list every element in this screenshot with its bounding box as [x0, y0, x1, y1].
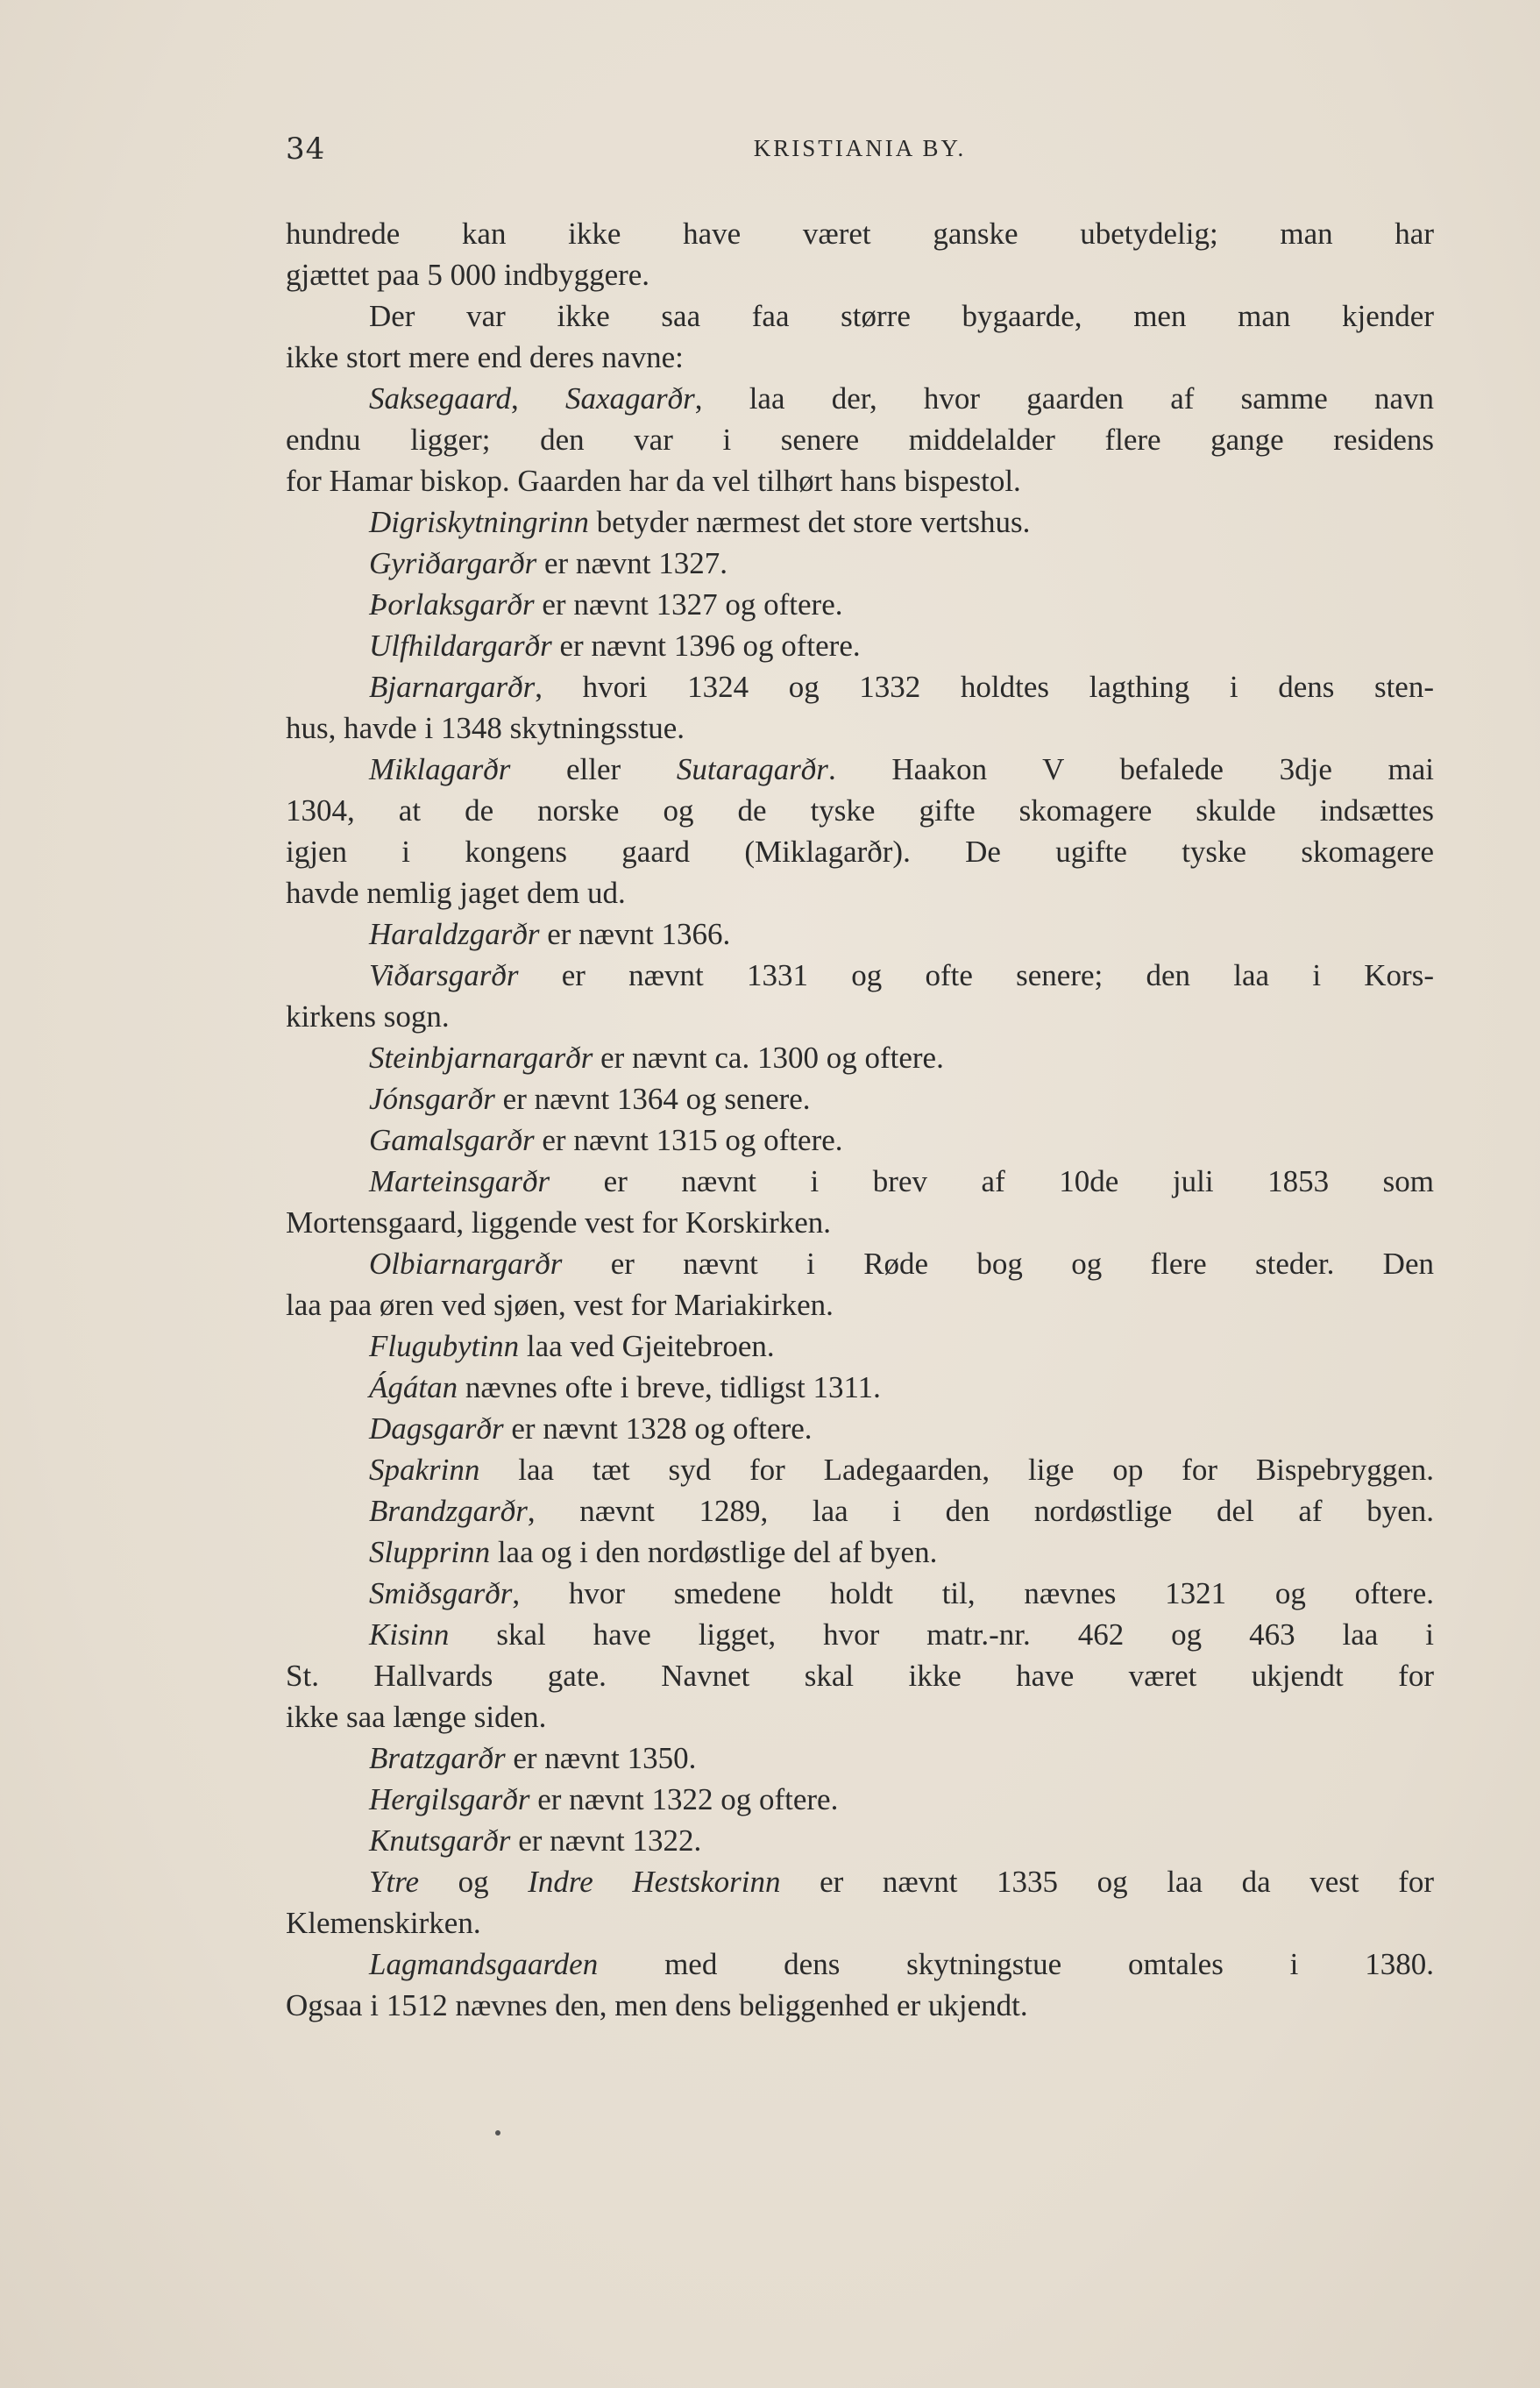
place-name: Ulfhildargarðr — [369, 629, 552, 663]
text-line — [286, 790, 1434, 831]
text-segment: , nævnt 1289, laa i den nordøstlige del af byen. — [527, 1494, 1434, 1528]
text-segment: er nævnt 1335 og laa da vest for — [780, 1865, 1435, 1899]
place-name: Miklagarðr — [369, 752, 511, 786]
place-name: Ytre — [369, 1865, 420, 1899]
text-segment: er nævnt i brev af 10de juli 1853 som — [550, 1164, 1434, 1198]
text-segment: Der var ikke saa faa større bygaarde, men man kjender — [369, 299, 1434, 333]
text-segment: er nævnt 1322 og oftere. — [529, 1782, 839, 1816]
text-line — [286, 913, 1434, 955]
text-line — [286, 543, 1434, 584]
text-segment: , laa der, hvor gaarden af samme navn — [694, 381, 1435, 416]
text-segment: betyder nærmest det store vertshus. — [588, 505, 1031, 539]
place-name: Hergilsgarðr — [369, 1782, 530, 1816]
place-name: Gyriðargarðr — [369, 546, 537, 580]
text-segment: laa tæt syd for Ladegaarden, lige op for Bispebryggen. — [479, 1453, 1434, 1487]
text-line — [286, 707, 1434, 749]
text-segment: Klemenskirken. — [286, 1906, 481, 1940]
text-segment: hus, havde i 1348 skytningsstue. — [286, 711, 685, 745]
text-segment: er nævnt 1328 og oftere. — [503, 1411, 813, 1446]
text-segment: er nævnt 1396 og oftere. — [551, 629, 861, 663]
text-line — [286, 1243, 1434, 1284]
text-segment: er nævnt ca. 1300 og oftere. — [593, 1041, 944, 1075]
text-segment: laa paa øren ved sjøen, vest for Mariakirken. — [286, 1288, 834, 1322]
text-line — [286, 1738, 1434, 1779]
text-line — [286, 1119, 1434, 1161]
text-segment: er nævnt 1315 og oftere. — [534, 1123, 843, 1157]
place-name: Lagmandsgaarden — [369, 1947, 599, 1981]
place-name: Bjarnargarðr — [369, 670, 536, 704]
text-segment: er nævnt 1331 og ofte senere; den laa i Kors- — [518, 958, 1434, 992]
place-name: Sutaragarðr — [676, 752, 828, 786]
text-line — [286, 1861, 1434, 1902]
text-line — [286, 1779, 1434, 1820]
text-segment: er nævnt 1364 og senere. — [494, 1082, 811, 1116]
text-segment: laa og i den nordøstlige del af byen. — [490, 1535, 938, 1569]
text-line — [286, 1944, 1434, 1985]
place-name: Digriskytningrinn — [369, 505, 589, 539]
text-line — [286, 1573, 1434, 1614]
text-line — [286, 1614, 1434, 1655]
text-line — [286, 1037, 1434, 1078]
place-name: Slupprinn — [369, 1535, 491, 1569]
text-segment: St. Hallvards gate. Navnet skal ikke have været ukjendt for — [286, 1659, 1434, 1693]
body-text — [286, 213, 1434, 2026]
text-line — [286, 1902, 1434, 1944]
place-name: Þorlaksgarðr — [369, 587, 535, 622]
text-segment: er nævnt i Røde bog og flere steder. Den — [562, 1247, 1434, 1281]
running-title: KRISTIANIA BY. — [753, 135, 967, 161]
text-line — [286, 1655, 1434, 1696]
text-line — [286, 955, 1434, 996]
text-segment: , — [511, 381, 565, 416]
place-name: Spakrinn — [369, 1453, 480, 1487]
place-name: Marteinsgarðr — [369, 1164, 550, 1198]
text-line — [286, 1078, 1434, 1119]
place-name: Dagsgarðr — [369, 1411, 504, 1446]
place-name: Smiðsgarðr — [369, 1576, 513, 1610]
text-line — [286, 666, 1434, 707]
text-segment: og — [419, 1865, 529, 1899]
text-segment: , hvor smedene holdt til, nævnes 1321 og oftere. — [512, 1576, 1434, 1610]
text-line — [286, 460, 1434, 501]
text-line — [286, 831, 1434, 872]
text-line — [286, 378, 1434, 419]
text-segment: er nævnt 1327. — [536, 546, 727, 580]
text-line — [286, 1696, 1434, 1738]
place-name: Ágátan — [369, 1370, 458, 1404]
text-segment: er nævnt 1327 og oftere. — [534, 587, 843, 622]
place-name: Saksegaard — [369, 381, 512, 416]
place-name: Knutsgarðr — [369, 1823, 511, 1858]
text-line — [286, 996, 1434, 1037]
text-line — [286, 872, 1434, 913]
text-line — [286, 1532, 1434, 1573]
text-line — [286, 749, 1434, 790]
text-segment: Mortensgaard, liggende vest for Korskirken. — [286, 1205, 832, 1240]
text-segment: er nævnt 1350. — [505, 1741, 697, 1775]
text-segment: nævnes ofte i breve, tidligst 1311. — [458, 1370, 881, 1404]
place-name: Indre Hestskorinn — [528, 1865, 781, 1899]
text-segment: ikke saa længe siden. — [286, 1700, 547, 1734]
text-segment: er nævnt 1366. — [539, 917, 731, 951]
text-segment: igjen i kongens gaard (Miklagarðr). De ugifte tyske skomagere — [286, 835, 1434, 869]
text-line — [286, 1985, 1434, 2026]
text-line — [286, 1202, 1434, 1243]
text-line — [286, 1325, 1434, 1367]
text-segment: ikke stort mere end deres navne: — [286, 340, 684, 374]
place-name: Steinbjarnargarðr — [369, 1041, 593, 1075]
place-name: Jónsgarðr — [369, 1082, 495, 1116]
text-segment: 1304, at de norske og de tyske gifte skomagere skulde indsættes — [286, 793, 1434, 828]
text-segment: hundrede kan ikke have været ganske ubetydelig; man har — [286, 217, 1434, 251]
text-line — [286, 1449, 1434, 1490]
text-segment: Ogsaa i 1512 nævnes den, men dens beliggenhed er ukjendt. — [286, 1988, 1028, 2022]
text-line — [286, 1367, 1434, 1408]
place-name: Gamalsgarðr — [369, 1123, 535, 1157]
place-name: Olbiarnargarðr — [369, 1247, 563, 1281]
text-line — [286, 1820, 1434, 1861]
place-name: Kisinn — [369, 1617, 450, 1652]
place-name: Saxagarðr — [564, 381, 695, 416]
text-segment: med dens skytningstue omtales i 1380. — [598, 1947, 1434, 1981]
text-segment: . Haakon V befalede 3dje mai — [827, 752, 1434, 786]
text-line — [286, 1161, 1434, 1202]
text-line — [286, 501, 1434, 543]
text-segment: eller — [510, 752, 677, 786]
place-name: Bratzgarðr — [369, 1741, 506, 1775]
text-line — [286, 337, 1434, 378]
text-line — [286, 1490, 1434, 1532]
text-segment: laa ved Gjeitebroen. — [519, 1329, 775, 1363]
text-line — [286, 419, 1434, 460]
print-speck — [495, 2130, 500, 2136]
text-line — [286, 213, 1434, 254]
place-name: Viðarsgarðr — [369, 958, 519, 992]
text-segment: , hvori 1324 og 1332 holdtes lagthing i dens sten- — [535, 670, 1434, 704]
text-segment: endnu ligger; den var i senere middelalder flere gange residens — [286, 423, 1434, 457]
text-line — [286, 1408, 1434, 1449]
text-line — [286, 625, 1434, 666]
text-line — [286, 295, 1434, 337]
text-segment: kirkens sogn. — [286, 999, 450, 1034]
text-segment: for Hamar biskop. Gaarden har da vel tilhørt hans bispestol. — [286, 464, 1021, 498]
text-line — [286, 254, 1434, 295]
text-segment: skal have ligget, hvor matr.-nr. 462 og 463 laa i — [449, 1617, 1434, 1652]
page-number: 34 — [286, 131, 326, 167]
text-segment: gjættet paa 5 000 indbyggere. — [286, 258, 650, 292]
page-header — [286, 131, 1434, 175]
text-line — [286, 584, 1434, 625]
text-segment: havde nemlig jaget dem ud. — [286, 876, 626, 910]
text-line — [286, 1284, 1434, 1325]
place-name: Brandzgarðr — [369, 1494, 528, 1528]
place-name: Haraldzgarðr — [369, 917, 540, 951]
place-name: Flugubytinn — [369, 1329, 520, 1363]
text-segment: er nævnt 1322. — [510, 1823, 702, 1858]
